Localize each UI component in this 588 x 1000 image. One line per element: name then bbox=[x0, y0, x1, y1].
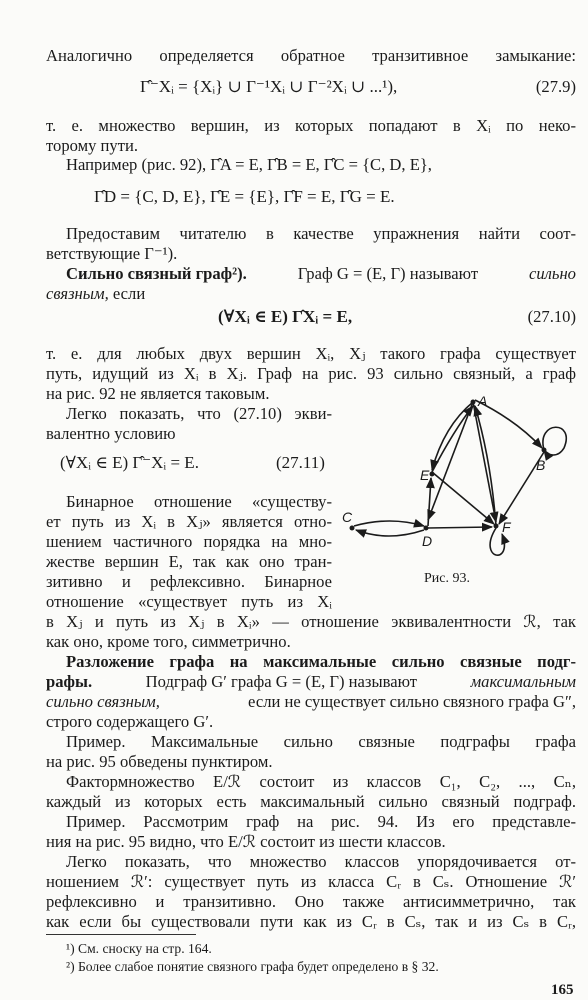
vertex-label-e: E bbox=[420, 467, 430, 483]
text-line: т. е. множество вершин, из которых попадают в Xᵢ по неко- bbox=[46, 116, 576, 135]
text-line: Фактормножество E/ℛ состоит из классов C₁, C₂, ..., Cₙ, bbox=[66, 772, 576, 791]
vertex-a bbox=[471, 400, 476, 405]
text-line: отношение «существует путь из Xᵢ bbox=[46, 592, 332, 611]
text-line: ет путь из Xᵢ в Xⱼ» является отно- bbox=[46, 512, 332, 531]
footnote: ²) Более слабое понятие связного графа будет определено в § 32. bbox=[66, 959, 439, 974]
text-line: т. е. для любых двух вершин Xᵢ, Xⱼ такого графа существует bbox=[46, 344, 576, 363]
text-line bbox=[46, 284, 576, 304]
text-line bbox=[66, 264, 576, 284]
text-line: Например (рис. 92), Γ̂A = E, Γ̂B = E, Γ̂C = {C, D, E}, bbox=[66, 155, 432, 174]
equation-number: (27.10) bbox=[527, 307, 576, 326]
text-line: валентно условию bbox=[46, 424, 176, 443]
text-fragment: Граф G = (E, Γ) называют bbox=[297, 264, 479, 283]
term-italic: сильно связным, bbox=[46, 692, 160, 711]
vertex-c bbox=[350, 526, 355, 531]
term-italic: максимальным bbox=[470, 672, 576, 691]
term-heading: рафы. bbox=[46, 672, 93, 691]
text-line bbox=[46, 692, 576, 712]
edge-e-f bbox=[432, 472, 494, 524]
page-number: 165 bbox=[551, 982, 574, 998]
vertex-label-a: A bbox=[478, 393, 488, 409]
equation: Γ̂D = {C, D, E}, Γ̂E = {E}, Γ̂F = E, Γ̂G = E. bbox=[94, 187, 395, 206]
edge-c-d bbox=[354, 521, 424, 526]
text-line: ношением ℛ′: существует путь из класса Cᵣ в Cₛ. Отношение ℛ′ bbox=[46, 872, 576, 891]
vertex-d bbox=[424, 526, 429, 531]
vertex-label-f: F bbox=[502, 519, 511, 535]
text-line: в Xⱼ и путь из Xⱼ в Xᵢ» — отношение эквивалентности ℛ, так bbox=[46, 612, 576, 631]
text-line: Пример. Рассмотрим граф на рис. 94. Из его представле- bbox=[66, 812, 576, 831]
text-fragment: Подграф G′ графа G = (E, Γ) называют bbox=[145, 672, 418, 691]
vertex-label-b: B bbox=[536, 457, 546, 473]
text-line: как оно, кроме того, симметрично. bbox=[46, 632, 291, 651]
loop-b bbox=[543, 427, 566, 455]
equation: Γ̂⁻Xᵢ = {Xᵢ} ∪ Γ⁻¹Xᵢ ∪ Γ⁻²Xᵢ ∪ ...¹), bbox=[140, 77, 398, 96]
term-italic: связным, bbox=[46, 284, 109, 303]
text-line: Разложение графа на максимальные сильно связные подг- bbox=[66, 652, 576, 671]
text-line: Бинарное отношение «существу- bbox=[66, 492, 332, 511]
text-line: Легко показать, что множество классов упорядочивается от- bbox=[66, 852, 576, 871]
text-line: Легко показать, что (27.10) экви- bbox=[66, 404, 332, 423]
term-italic: сильно bbox=[529, 264, 576, 283]
edge-d-e bbox=[428, 478, 431, 526]
equation: (∀Xᵢ ∈ E) Γ̂Xᵢ = E, bbox=[218, 307, 353, 326]
footnote-rule bbox=[46, 934, 196, 935]
edge-d-f bbox=[428, 527, 492, 528]
text-line: рефлексивно и транзитивно. Оно также антисимметрично, так bbox=[46, 892, 576, 911]
text-line: торому пути. bbox=[46, 136, 139, 155]
equation-number: (27.9) bbox=[535, 77, 576, 96]
figure-caption: Рис. 93. bbox=[424, 571, 470, 586]
text-fragment: если bbox=[112, 284, 146, 303]
edge-d-c bbox=[356, 530, 424, 536]
vertex-e bbox=[430, 472, 435, 477]
text-line: на рис. 92 не является таковым. bbox=[46, 384, 270, 403]
text-line: на рис. 95 обведены пунктиром. bbox=[46, 752, 273, 771]
text-line: ветствующие Γ⁻¹). bbox=[46, 244, 178, 263]
footnote: ¹) См. сноску на стр. 164. bbox=[66, 941, 212, 956]
term-heading: Сильно связный граф²). bbox=[66, 264, 247, 283]
text-line: как если бы существовали пути как из Cᵣ в Cₛ, так и из Cₛ в Cᵣ, bbox=[46, 912, 576, 931]
equation-number: (27.11) bbox=[276, 453, 325, 472]
vertex-b bbox=[542, 448, 547, 453]
edge-a-f bbox=[473, 402, 496, 522]
text-line: зитивно и рефлексивно. Бинарное bbox=[46, 572, 332, 591]
text-line: Предоставим читателю в качестве упражнения найти соот- bbox=[66, 224, 576, 243]
equation: (∀Xᵢ ∈ E) Γ̂⁻Xᵢ = E. bbox=[60, 453, 199, 472]
text-line: путь, идущий из Xᵢ в Xⱼ. Граф на рис. 93 сильно связный, а граф bbox=[46, 364, 576, 383]
text-line: шением частичного порядка на мно- bbox=[46, 532, 332, 551]
text-line: Пример. Максимальные сильно связные подграфы графа bbox=[66, 732, 576, 751]
text-line: жестве вершин E, так как оно тран- bbox=[46, 552, 332, 571]
vertex-f bbox=[494, 524, 499, 529]
text-line: ния на рис. 95 видно, что E/ℛ состоит из шести классов. bbox=[46, 832, 446, 851]
text-line: Аналогично определяется обратное транзитивное замыкание: bbox=[46, 46, 576, 65]
text-line: строго содержащего G′. bbox=[46, 712, 214, 731]
vertex-label-d: D bbox=[422, 533, 433, 549]
text-fragment: если не существует сильно связного графа G″, bbox=[248, 692, 576, 711]
vertex-label-c: C bbox=[342, 509, 353, 525]
text-line: каждый из которых есть максимальный сильно связный подграф. bbox=[46, 792, 576, 811]
graph-figure bbox=[336, 390, 582, 570]
text-line bbox=[46, 672, 576, 692]
